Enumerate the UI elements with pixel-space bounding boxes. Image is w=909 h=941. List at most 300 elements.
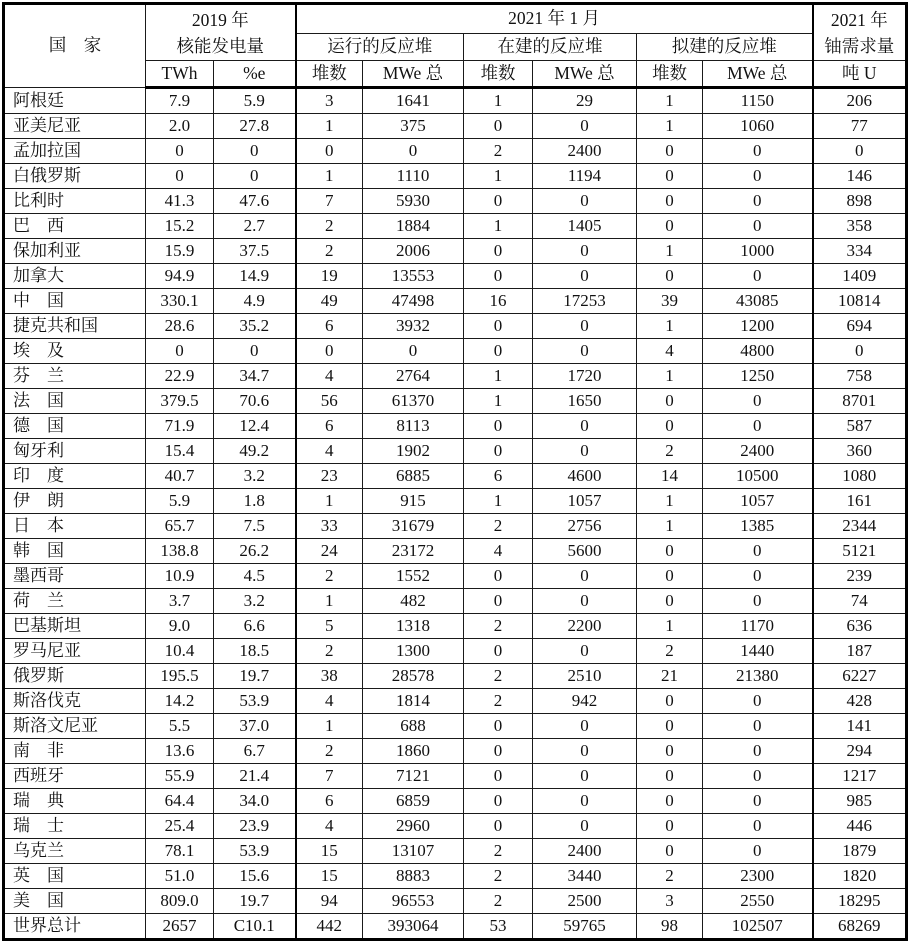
- value-cell: 6885: [363, 464, 464, 489]
- value-cell: 15.2: [146, 214, 214, 239]
- value-cell: 74: [813, 589, 907, 614]
- value-cell: 0: [637, 764, 703, 789]
- value-cell: 1110: [363, 164, 464, 189]
- value-cell: 0: [637, 164, 703, 189]
- header-planned-mwe: MWe 总: [703, 61, 813, 88]
- value-cell: 2: [464, 839, 533, 864]
- value-cell: 2200: [533, 614, 637, 639]
- value-cell: 14.9: [214, 264, 296, 289]
- value-cell: 1385: [703, 514, 813, 539]
- value-cell: 27.8: [214, 114, 296, 139]
- table-row: [4, 239, 907, 264]
- value-cell: 0: [214, 339, 296, 364]
- value-cell: 3932: [363, 314, 464, 339]
- value-cell: 23172: [363, 539, 464, 564]
- value-cell: 1318: [363, 614, 464, 639]
- value-cell: 94.9: [146, 264, 214, 289]
- value-cell: 6: [296, 314, 363, 339]
- country-cell: 墨西哥: [4, 564, 146, 589]
- header-2021-line2: 铀需求量: [824, 35, 895, 56]
- value-cell: 0: [533, 339, 637, 364]
- header-percent-e: %e: [214, 61, 296, 88]
- value-cell: 0: [363, 139, 464, 164]
- value-cell: 65.7: [146, 514, 214, 539]
- table-row: [4, 739, 907, 764]
- value-cell: 3440: [533, 864, 637, 889]
- value-cell: 2: [464, 689, 533, 714]
- value-cell: 0: [703, 789, 813, 814]
- value-cell: 0: [533, 564, 637, 589]
- value-cell: 28.6: [146, 314, 214, 339]
- country-cell: 韩 国: [4, 539, 146, 564]
- value-cell: 3: [296, 88, 363, 114]
- value-cell: 0: [703, 414, 813, 439]
- value-cell: 360: [813, 439, 907, 464]
- value-cell: 1300: [363, 639, 464, 664]
- value-cell: 5121: [813, 539, 907, 564]
- value-cell: 15.9: [146, 239, 214, 264]
- value-cell: 1194: [533, 164, 637, 189]
- value-cell: 138.8: [146, 539, 214, 564]
- value-cell: 0: [146, 339, 214, 364]
- value-cell: 16: [464, 289, 533, 314]
- value-cell: 0: [703, 164, 813, 189]
- table-row: [4, 414, 907, 439]
- value-cell: 0: [533, 639, 637, 664]
- value-cell: 0: [637, 739, 703, 764]
- value-cell: 0: [363, 339, 464, 364]
- value-cell: 96553: [363, 889, 464, 914]
- value-cell: 0: [813, 339, 907, 364]
- value-cell: 0: [533, 264, 637, 289]
- value-cell: 2550: [703, 889, 813, 914]
- table-row: [4, 539, 907, 564]
- value-cell: 239: [813, 564, 907, 589]
- value-cell: 4: [296, 439, 363, 464]
- value-cell: 0: [214, 164, 296, 189]
- value-cell: 4.9: [214, 289, 296, 314]
- value-cell: 1057: [703, 489, 813, 514]
- country-cell: 孟加拉国: [4, 139, 146, 164]
- value-cell: 0: [637, 389, 703, 414]
- value-cell: 40.7: [146, 464, 214, 489]
- value-cell: 21380: [703, 664, 813, 689]
- value-cell: 1: [464, 489, 533, 514]
- value-cell: 2: [296, 564, 363, 589]
- value-cell: 59765: [533, 914, 637, 940]
- table-row: [4, 139, 907, 164]
- value-cell: 1: [637, 239, 703, 264]
- table-row: [4, 214, 907, 239]
- value-cell: 0: [637, 689, 703, 714]
- value-cell: 3: [637, 889, 703, 914]
- value-cell: 1: [637, 364, 703, 389]
- value-cell: 5.5: [146, 714, 214, 739]
- value-cell: 70.6: [214, 389, 296, 414]
- table-row: [4, 564, 907, 589]
- value-cell: 0: [703, 589, 813, 614]
- value-cell: 1902: [363, 439, 464, 464]
- value-cell: 0: [637, 564, 703, 589]
- country-cell: 瑞 士: [4, 814, 146, 839]
- value-cell: 13.6: [146, 739, 214, 764]
- value-cell: 6.7: [214, 739, 296, 764]
- header-country: 国 家: [4, 4, 146, 88]
- country-cell: 巴 西: [4, 214, 146, 239]
- value-cell: 161: [813, 489, 907, 514]
- value-cell: C10.1: [214, 914, 296, 940]
- table-row: [4, 664, 907, 689]
- value-cell: 2: [637, 639, 703, 664]
- value-cell: 0: [214, 139, 296, 164]
- value-cell: 587: [813, 414, 907, 439]
- value-cell: 53.9: [214, 689, 296, 714]
- value-cell: 14: [637, 464, 703, 489]
- value-cell: 1720: [533, 364, 637, 389]
- value-cell: 94: [296, 889, 363, 914]
- country-cell: 加拿大: [4, 264, 146, 289]
- value-cell: 3.7: [146, 589, 214, 614]
- value-cell: 13553: [363, 264, 464, 289]
- value-cell: 0: [703, 214, 813, 239]
- value-cell: 1170: [703, 614, 813, 639]
- value-cell: 446: [813, 814, 907, 839]
- value-cell: 5.9: [146, 489, 214, 514]
- value-cell: 7: [296, 764, 363, 789]
- value-cell: 19: [296, 264, 363, 289]
- value-cell: 1405: [533, 214, 637, 239]
- value-cell: 1820: [813, 864, 907, 889]
- value-cell: 0: [637, 714, 703, 739]
- value-cell: 0: [464, 114, 533, 139]
- value-cell: 2400: [703, 439, 813, 464]
- table-row: [4, 639, 907, 664]
- value-cell: 4: [637, 339, 703, 364]
- header-construction-mwe: MWe 总: [533, 61, 637, 88]
- value-cell: 2764: [363, 364, 464, 389]
- country-cell: 中 国: [4, 289, 146, 314]
- value-cell: 7: [296, 189, 363, 214]
- value-cell: 5: [296, 614, 363, 639]
- value-cell: 0: [703, 814, 813, 839]
- country-cell: 白俄罗斯: [4, 164, 146, 189]
- value-cell: 141: [813, 714, 907, 739]
- value-cell: 2: [637, 864, 703, 889]
- country-cell: 亚美尼亚: [4, 114, 146, 139]
- value-cell: 0: [637, 789, 703, 814]
- value-cell: 10.9: [146, 564, 214, 589]
- value-cell: 1150: [703, 88, 813, 114]
- value-cell: 688: [363, 714, 464, 739]
- total-row: [4, 914, 907, 940]
- value-cell: 6: [296, 789, 363, 814]
- value-cell: 375: [363, 114, 464, 139]
- value-cell: 14.2: [146, 689, 214, 714]
- value-cell: 1: [296, 589, 363, 614]
- country-cell: 罗马尼亚: [4, 639, 146, 664]
- value-cell: 77: [813, 114, 907, 139]
- value-cell: 25.4: [146, 814, 214, 839]
- value-cell: 35.2: [214, 314, 296, 339]
- value-cell: 6: [464, 464, 533, 489]
- value-cell: 102507: [703, 914, 813, 940]
- value-cell: 2: [296, 739, 363, 764]
- value-cell: 0: [813, 139, 907, 164]
- table-row: [4, 789, 907, 814]
- value-cell: 2300: [703, 864, 813, 889]
- value-cell: 0: [464, 639, 533, 664]
- country-cell: 西班牙: [4, 764, 146, 789]
- table-row: [4, 264, 907, 289]
- value-cell: 1814: [363, 689, 464, 714]
- value-cell: 1650: [533, 389, 637, 414]
- value-cell: 78.1: [146, 839, 214, 864]
- table-row: [4, 364, 907, 389]
- value-cell: 10500: [703, 464, 813, 489]
- value-cell: 18295: [813, 889, 907, 914]
- value-cell: 0: [637, 414, 703, 439]
- value-cell: 38: [296, 664, 363, 689]
- value-cell: 330.1: [146, 289, 214, 314]
- value-cell: 10.4: [146, 639, 214, 664]
- value-cell: 0: [296, 139, 363, 164]
- country-cell: 芬 兰: [4, 364, 146, 389]
- value-cell: 47498: [363, 289, 464, 314]
- value-cell: 358: [813, 214, 907, 239]
- value-cell: 21: [637, 664, 703, 689]
- value-cell: 4: [296, 364, 363, 389]
- country-cell: 匈牙利: [4, 439, 146, 464]
- header-operating-mwe: MWe 总: [363, 61, 464, 88]
- value-cell: 53: [464, 914, 533, 940]
- value-cell: 1: [296, 489, 363, 514]
- country-cell: 埃 及: [4, 339, 146, 364]
- table-row: [4, 589, 907, 614]
- value-cell: 146: [813, 164, 907, 189]
- value-cell: 758: [813, 364, 907, 389]
- header-tonnes-u: 吨 U: [813, 61, 907, 88]
- value-cell: 10814: [813, 289, 907, 314]
- value-cell: 0: [464, 764, 533, 789]
- value-cell: 915: [363, 489, 464, 514]
- table-row: [4, 814, 907, 839]
- value-cell: 0: [703, 539, 813, 564]
- table-row: [4, 464, 907, 489]
- value-cell: 6.6: [214, 614, 296, 639]
- value-cell: 23.9: [214, 814, 296, 839]
- value-cell: 0: [703, 564, 813, 589]
- value-cell: 1250: [703, 364, 813, 389]
- value-cell: 1: [637, 114, 703, 139]
- value-cell: 49.2: [214, 439, 296, 464]
- header-2019-generation: [146, 4, 296, 61]
- table-row: [4, 314, 907, 339]
- value-cell: 23: [296, 464, 363, 489]
- table-row: [4, 289, 907, 314]
- value-cell: 0: [703, 764, 813, 789]
- table-row: [4, 714, 907, 739]
- value-cell: 2: [464, 614, 533, 639]
- value-cell: 0: [533, 314, 637, 339]
- table-row: [4, 339, 907, 364]
- value-cell: 7121: [363, 764, 464, 789]
- header-construction-units: 堆数: [464, 61, 533, 88]
- value-cell: 0: [464, 189, 533, 214]
- value-cell: 2: [637, 439, 703, 464]
- value-cell: 4: [296, 814, 363, 839]
- value-cell: 2400: [533, 839, 637, 864]
- value-cell: 1057: [533, 489, 637, 514]
- value-cell: 0: [637, 214, 703, 239]
- value-cell: 0: [533, 739, 637, 764]
- table-row: [4, 88, 907, 114]
- value-cell: 1: [637, 614, 703, 639]
- value-cell: 0: [533, 414, 637, 439]
- country-cell: 印 度: [4, 464, 146, 489]
- value-cell: 0: [637, 814, 703, 839]
- table-row: [4, 889, 907, 914]
- country-cell: 捷克共和国: [4, 314, 146, 339]
- header-2021-january: 2021 年 1 月: [296, 4, 813, 34]
- value-cell: 15: [296, 864, 363, 889]
- value-cell: 1.8: [214, 489, 296, 514]
- value-cell: 8113: [363, 414, 464, 439]
- value-cell: 4: [464, 539, 533, 564]
- value-cell: 64.4: [146, 789, 214, 814]
- value-cell: 6: [296, 414, 363, 439]
- value-cell: 71.9: [146, 414, 214, 439]
- value-cell: 0: [533, 189, 637, 214]
- value-cell: 5.9: [214, 88, 296, 114]
- value-cell: 68269: [813, 914, 907, 940]
- country-cell: 比利时: [4, 189, 146, 214]
- value-cell: 47.6: [214, 189, 296, 214]
- value-cell: 2657: [146, 914, 214, 940]
- table-row: [4, 689, 907, 714]
- value-cell: 1000: [703, 239, 813, 264]
- header-operating-units: 堆数: [296, 61, 363, 88]
- value-cell: 1: [637, 514, 703, 539]
- value-cell: 4: [296, 689, 363, 714]
- value-cell: 1: [464, 389, 533, 414]
- value-cell: 1440: [703, 639, 813, 664]
- value-cell: 0: [464, 314, 533, 339]
- country-cell: 瑞 典: [4, 789, 146, 814]
- country-cell: 英 国: [4, 864, 146, 889]
- table-row: [4, 439, 907, 464]
- value-cell: 31679: [363, 514, 464, 539]
- value-cell: 9.0: [146, 614, 214, 639]
- header-row-1: [4, 4, 907, 34]
- table-row: [4, 189, 907, 214]
- country-cell: 荷 兰: [4, 589, 146, 614]
- value-cell: 1552: [363, 564, 464, 589]
- value-cell: 37.5: [214, 239, 296, 264]
- value-cell: 0: [703, 189, 813, 214]
- header-operating-reactors: 运行的反应堆: [296, 34, 464, 61]
- header-2021-uranium-demand: [813, 4, 907, 61]
- value-cell: 636: [813, 614, 907, 639]
- value-cell: 34.0: [214, 789, 296, 814]
- country-cell: 斯洛伐克: [4, 689, 146, 714]
- value-cell: 428: [813, 689, 907, 714]
- value-cell: 1: [637, 314, 703, 339]
- value-cell: 0: [533, 764, 637, 789]
- value-cell: 1860: [363, 739, 464, 764]
- value-cell: 15: [296, 839, 363, 864]
- table-row: [4, 514, 907, 539]
- value-cell: 0: [464, 789, 533, 814]
- value-cell: 1409: [813, 264, 907, 289]
- value-cell: 0: [464, 264, 533, 289]
- value-cell: 15.4: [146, 439, 214, 464]
- value-cell: 21.4: [214, 764, 296, 789]
- value-cell: 5600: [533, 539, 637, 564]
- value-cell: 942: [533, 689, 637, 714]
- value-cell: 1884: [363, 214, 464, 239]
- header-twh: TWh: [146, 61, 214, 88]
- country-cell: 巴基斯坦: [4, 614, 146, 639]
- value-cell: 0: [464, 339, 533, 364]
- value-cell: 56: [296, 389, 363, 414]
- value-cell: 0: [703, 689, 813, 714]
- value-cell: 1: [464, 364, 533, 389]
- value-cell: 2500: [533, 889, 637, 914]
- value-cell: 0: [703, 839, 813, 864]
- value-cell: 0: [637, 264, 703, 289]
- table-row: [4, 114, 907, 139]
- value-cell: 2756: [533, 514, 637, 539]
- value-cell: 0: [464, 239, 533, 264]
- country-cell: 德 国: [4, 414, 146, 439]
- value-cell: 0: [464, 714, 533, 739]
- value-cell: 8883: [363, 864, 464, 889]
- value-cell: 0: [703, 389, 813, 414]
- value-cell: 2006: [363, 239, 464, 264]
- value-cell: 187: [813, 639, 907, 664]
- value-cell: 22.9: [146, 364, 214, 389]
- value-cell: 2.0: [146, 114, 214, 139]
- value-cell: 0: [637, 189, 703, 214]
- value-cell: 393064: [363, 914, 464, 940]
- value-cell: 442: [296, 914, 363, 940]
- value-cell: 1: [296, 164, 363, 189]
- value-cell: 43085: [703, 289, 813, 314]
- value-cell: 4800: [703, 339, 813, 364]
- value-cell: 29: [533, 88, 637, 114]
- value-cell: 1: [464, 88, 533, 114]
- value-cell: 4600: [533, 464, 637, 489]
- value-cell: 1060: [703, 114, 813, 139]
- value-cell: 2400: [533, 139, 637, 164]
- country-cell: 乌克兰: [4, 839, 146, 864]
- value-cell: 0: [703, 139, 813, 164]
- value-cell: 0: [464, 589, 533, 614]
- value-cell: 4.5: [214, 564, 296, 589]
- value-cell: 0: [637, 139, 703, 164]
- value-cell: 1080: [813, 464, 907, 489]
- value-cell: 1: [637, 489, 703, 514]
- value-cell: 2510: [533, 664, 637, 689]
- value-cell: 3.2: [214, 589, 296, 614]
- country-cell: 日 本: [4, 514, 146, 539]
- value-cell: 334: [813, 239, 907, 264]
- value-cell: 53.9: [214, 839, 296, 864]
- value-cell: 0: [703, 264, 813, 289]
- value-cell: 98: [637, 914, 703, 940]
- value-cell: 19.7: [214, 889, 296, 914]
- value-cell: 0: [533, 589, 637, 614]
